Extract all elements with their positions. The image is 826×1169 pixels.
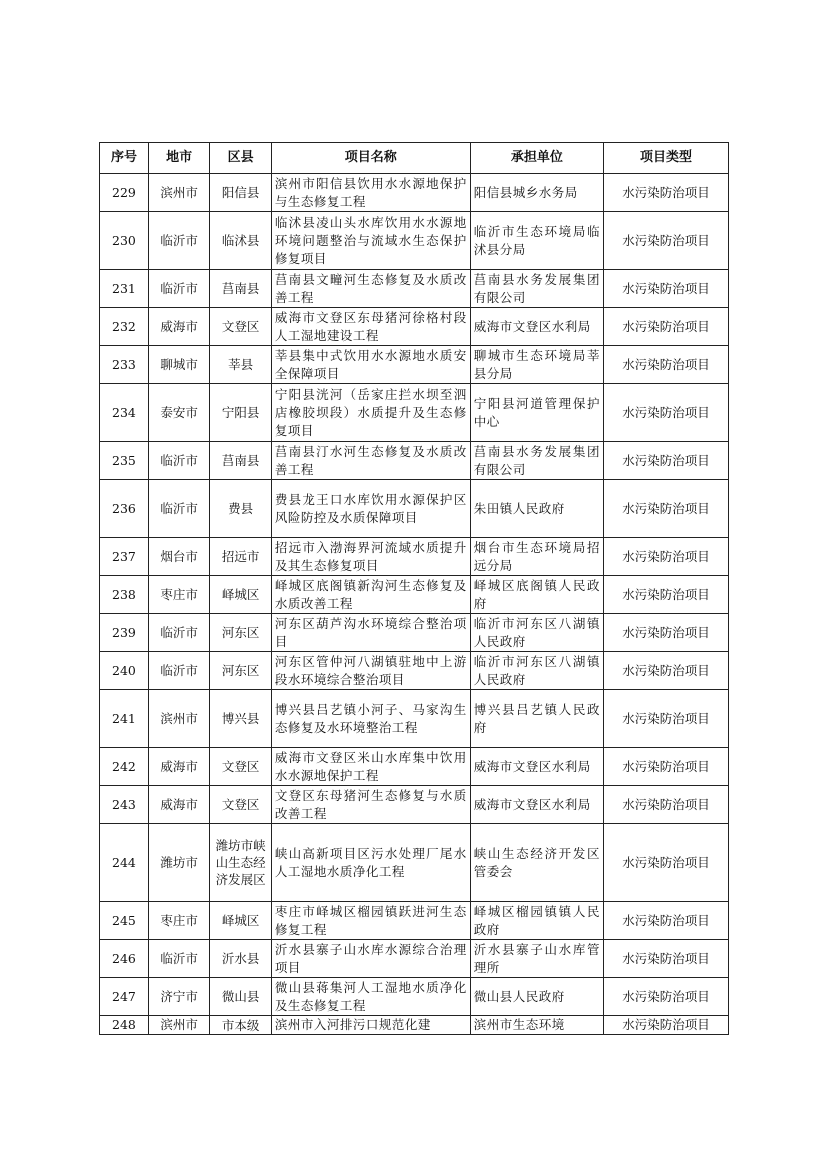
cell-no: 233	[100, 346, 149, 384]
cell-project-name: 文登区东母猪河生态修复与水质改善工程	[271, 786, 470, 824]
cell-city: 临沂市	[148, 614, 209, 652]
cell-district: 博兴县	[210, 690, 271, 748]
cell-project-type: 水污染防治项目	[604, 384, 729, 442]
cell-project-type: 水污染防治项目	[604, 978, 729, 1016]
cell-district: 市本级	[210, 1016, 271, 1035]
cell-city: 烟台市	[148, 538, 209, 576]
cell-district: 费县	[210, 480, 271, 538]
cell-project-type: 水污染防治项目	[604, 308, 729, 346]
cell-city: 枣庄市	[148, 902, 209, 940]
cell-no: 235	[100, 442, 149, 480]
cell-project-type: 水污染防治项目	[604, 1016, 729, 1035]
cell-city: 临沂市	[148, 940, 209, 978]
header-row	[100, 143, 729, 174]
cell-district: 临沭县	[210, 212, 271, 270]
cell-unit: 聊城市生态环境局莘县分局	[470, 346, 603, 384]
cell-city: 临沂市	[148, 212, 209, 270]
cell-no: 248	[100, 1016, 149, 1035]
cell-unit: 宁阳县河道管理保护中心	[470, 384, 603, 442]
cell-unit: 峡山生态经济开发区管委会	[470, 824, 603, 902]
table-body	[100, 174, 729, 1035]
cell-no: 232	[100, 308, 149, 346]
cell-project-name: 沂水县寨子山水库水源综合治理项目	[271, 940, 470, 978]
cell-project-name: 博兴县吕艺镇小河子、马家沟生态修复及水环境整治工程	[271, 690, 470, 748]
cell-city: 枣庄市	[148, 576, 209, 614]
cell-project-name: 滨州市入河排污口规范化建	[271, 1016, 470, 1035]
cell-no: 241	[100, 690, 149, 748]
cell-district: 峄城区	[210, 902, 271, 940]
table-row	[100, 614, 729, 652]
table-row	[100, 748, 729, 786]
table-row	[100, 174, 729, 212]
cell-project-type: 水污染防治项目	[604, 824, 729, 902]
cell-no: 246	[100, 940, 149, 978]
cell-project-type: 水污染防治项目	[604, 538, 729, 576]
cell-unit: 莒南县水务发展集团有限公司	[470, 442, 603, 480]
cell-district: 微山县	[210, 978, 271, 1016]
header-city: 地市	[148, 143, 209, 174]
table-row	[100, 940, 729, 978]
cell-city: 滨州市	[148, 174, 209, 212]
cell-project-type: 水污染防治项目	[604, 442, 729, 480]
cell-unit: 微山县人民政府	[470, 978, 603, 1016]
cell-unit: 临沂市河东区八湖镇人民政府	[470, 614, 603, 652]
cell-city: 泰安市	[148, 384, 209, 442]
table-row	[100, 212, 729, 270]
cell-project-type: 水污染防治项目	[604, 614, 729, 652]
cell-unit: 朱田镇人民政府	[470, 480, 603, 538]
cell-district: 潍坊市峡山生态经济发展区	[210, 824, 271, 902]
cell-district: 宁阳县	[210, 384, 271, 442]
table-row	[100, 978, 729, 1016]
table-row	[100, 346, 729, 384]
cell-project-name: 峡山高新项目区污水处理厂尾水人工湿地水质净化工程	[271, 824, 470, 902]
cell-project-name: 滨州市阳信县饮用水水源地保护与生态修复工程	[271, 174, 470, 212]
cell-project-type: 水污染防治项目	[604, 902, 729, 940]
table-row	[100, 786, 729, 824]
table-row	[100, 576, 729, 614]
table-row	[100, 480, 729, 538]
cell-unit: 峄城区底阁镇人民政府	[470, 576, 603, 614]
table-row	[100, 442, 729, 480]
cell-unit: 威海市文登区水利局	[470, 786, 603, 824]
cell-no: 236	[100, 480, 149, 538]
cell-district: 莘县	[210, 346, 271, 384]
table-row	[100, 902, 729, 940]
cell-project-name: 临沭县凌山头水库饮用水水源地环境问题整治与流域水生态保护修复项目	[271, 212, 470, 270]
cell-project-name: 微山县蒋集河人工湿地水质净化及生态修复工程	[271, 978, 470, 1016]
table-row	[100, 690, 729, 748]
table-row	[100, 1016, 729, 1035]
cell-district: 河东区	[210, 614, 271, 652]
cell-city: 滨州市	[148, 1016, 209, 1035]
cell-project-name: 莒南县文疃河生态修复及水质改善工程	[271, 270, 470, 308]
cell-project-name: 宁阳县洸河（岳家庄拦水坝至泗店橡胶坝段）水质提升及生态修复项目	[271, 384, 470, 442]
cell-project-type: 水污染防治项目	[604, 748, 729, 786]
table-row	[100, 384, 729, 442]
table-row	[100, 538, 729, 576]
cell-unit: 烟台市生态环境局招远分局	[470, 538, 603, 576]
header-unit: 承担单位	[470, 143, 603, 174]
cell-project-type: 水污染防治项目	[604, 346, 729, 384]
cell-city: 威海市	[148, 748, 209, 786]
cell-project-name: 招远市入渤海界河流域水质提升及其生态修复项目	[271, 538, 470, 576]
cell-city: 聊城市	[148, 346, 209, 384]
cell-project-name: 威海市文登区米山水库集中饮用水水源地保护工程	[271, 748, 470, 786]
cell-no: 245	[100, 902, 149, 940]
cell-unit: 莒南县水务发展集团有限公司	[470, 270, 603, 308]
cell-no: 238	[100, 576, 149, 614]
cell-unit: 峄城区榴园镇镇人民政府	[470, 902, 603, 940]
header-no: 序号	[100, 143, 149, 174]
cell-unit: 滨州市生态环境	[470, 1016, 603, 1035]
cell-city: 临沂市	[148, 442, 209, 480]
cell-project-name: 峄城区底阁镇新沟河生态修复及水质改善工程	[271, 576, 470, 614]
cell-district: 峄城区	[210, 576, 271, 614]
cell-project-name: 枣庄市峄城区榴园镇跃进河生态修复工程	[271, 902, 470, 940]
cell-district: 阳信县	[210, 174, 271, 212]
cell-city: 滨州市	[148, 690, 209, 748]
table-row	[100, 270, 729, 308]
cell-city: 济宁市	[148, 978, 209, 1016]
cell-no: 240	[100, 652, 149, 690]
cell-no: 239	[100, 614, 149, 652]
header-project-name: 项目名称	[271, 143, 470, 174]
cell-no: 229	[100, 174, 149, 212]
cell-no: 247	[100, 978, 149, 1016]
cell-project-type: 水污染防治项目	[604, 576, 729, 614]
cell-district: 莒南县	[210, 442, 271, 480]
cell-district: 文登区	[210, 748, 271, 786]
cell-city: 临沂市	[148, 480, 209, 538]
cell-unit: 临沂市河东区八湖镇人民政府	[470, 652, 603, 690]
cell-city: 威海市	[148, 308, 209, 346]
cell-city: 临沂市	[148, 652, 209, 690]
header-district: 区县	[210, 143, 271, 174]
cell-project-type: 水污染防治项目	[604, 174, 729, 212]
cell-no: 231	[100, 270, 149, 308]
cell-unit: 博兴县吕艺镇人民政府	[470, 690, 603, 748]
cell-city: 临沂市	[148, 270, 209, 308]
cell-unit: 威海市文登区水利局	[470, 308, 603, 346]
cell-no: 234	[100, 384, 149, 442]
cell-project-name: 威海市文登区东母猪河徐格村段人工湿地建设工程	[271, 308, 470, 346]
cell-no: 242	[100, 748, 149, 786]
table-row	[100, 824, 729, 902]
cell-project-type: 水污染防治项目	[604, 652, 729, 690]
cell-project-name: 河东区葫芦沟水环境综合整治项目	[271, 614, 470, 652]
cell-project-type: 水污染防治项目	[604, 212, 729, 270]
cell-project-type: 水污染防治项目	[604, 786, 729, 824]
cell-project-name: 河东区管仲河八湖镇驻地中上游段水环境综合整治项目	[271, 652, 470, 690]
cell-unit: 阳信县城乡水务局	[470, 174, 603, 212]
cell-no: 244	[100, 824, 149, 902]
projects-table	[99, 142, 729, 1035]
cell-district: 河东区	[210, 652, 271, 690]
cell-district: 招远市	[210, 538, 271, 576]
cell-project-type: 水污染防治项目	[604, 940, 729, 978]
cell-project-type: 水污染防治项目	[604, 480, 729, 538]
cell-project-name: 费县龙王口水库饮用水源保护区风险防控及水质保障项目	[271, 480, 470, 538]
cell-project-name: 莘县集中式饮用水水源地水质安全保障项目	[271, 346, 470, 384]
cell-no: 237	[100, 538, 149, 576]
cell-district: 莒南县	[210, 270, 271, 308]
table-header	[100, 143, 729, 174]
cell-project-type: 水污染防治项目	[604, 690, 729, 748]
cell-project-name: 莒南县汀水河生态修复及水质改善工程	[271, 442, 470, 480]
cell-no: 230	[100, 212, 149, 270]
cell-project-type: 水污染防治项目	[604, 270, 729, 308]
cell-city: 威海市	[148, 786, 209, 824]
cell-unit: 临沂市生态环境局临沭县分局	[470, 212, 603, 270]
cell-district: 沂水县	[210, 940, 271, 978]
cell-no: 243	[100, 786, 149, 824]
table-row	[100, 308, 729, 346]
cell-unit: 沂水县寨子山水库管理所	[470, 940, 603, 978]
cell-district: 文登区	[210, 308, 271, 346]
header-project-type: 项目类型	[604, 143, 729, 174]
cell-city: 潍坊市	[148, 824, 209, 902]
table-row	[100, 652, 729, 690]
cell-district: 文登区	[210, 786, 271, 824]
cell-unit: 威海市文登区水利局	[470, 748, 603, 786]
